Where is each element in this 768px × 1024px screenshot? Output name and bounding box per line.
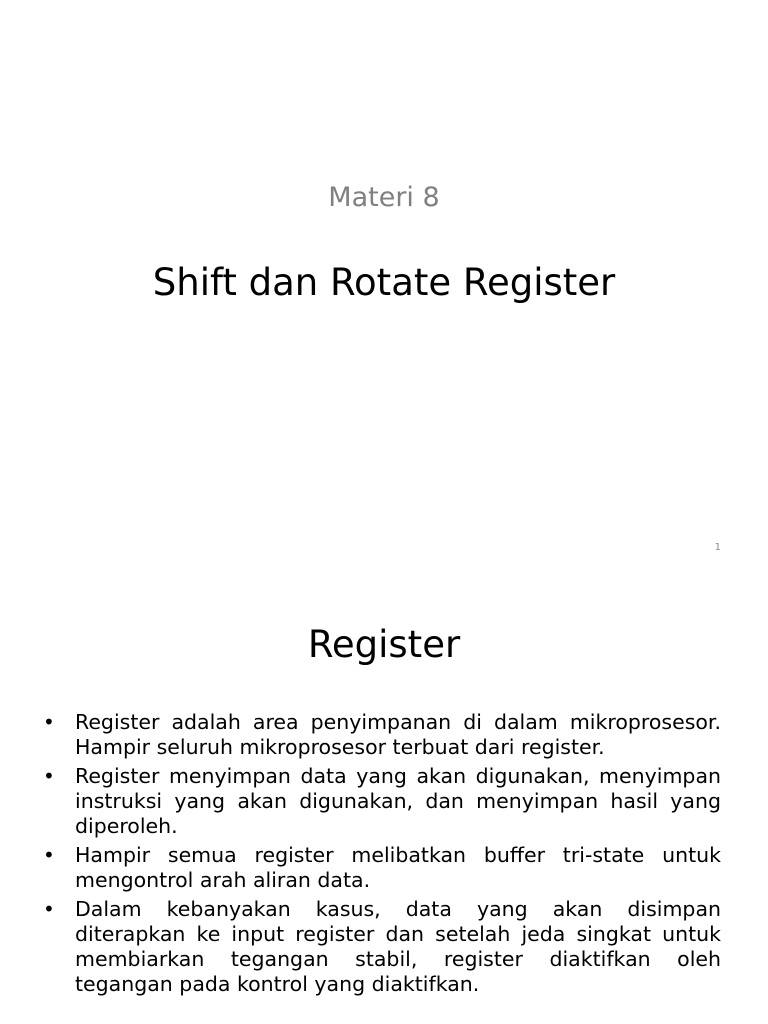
- slide-title: Register: [307, 623, 461, 666]
- bullet-icon: •: [43, 710, 55, 734]
- bullet-list: [43, 710, 721, 1001]
- slide-subtitle: Materi 8: [328, 182, 440, 213]
- bullet-text: Register adalah area penyimpanan di dalam mikroprosesor. Hampir seluruh mikroprosesor terbuat dari register.: [75, 710, 721, 759]
- bullet-icon: •: [43, 843, 55, 867]
- slide-title: Shift dan Rotate Register: [152, 261, 616, 304]
- bullet-icon: •: [43, 764, 55, 788]
- bullet-item: [43, 710, 721, 760]
- bullet-item: [43, 897, 721, 997]
- bullet-icon: •: [43, 897, 55, 921]
- slide-2: [0, 576, 768, 1024]
- bullet-text: Register menyimpan data yang akan digunakan, menyimpan instruksi yang akan digunakan, dan menyimpan hasil yang diperoleh.: [75, 764, 721, 838]
- page-number: 1: [714, 542, 721, 553]
- bullet-text: Hampir semua register melibatkan buffer tri-state untuk mengontrol arah aliran data.: [75, 843, 721, 892]
- bullet-text: Dalam kebanyakan kasus, data yang akan disimpan diterapkan ke input register dan setelah jeda singkat untuk membiarkan tegangan stabil, register diaktifkan oleh tegangan pada kontrol yang diaktifkan.: [75, 897, 721, 996]
- bullet-item: [43, 843, 721, 893]
- bullet-item: [43, 764, 721, 839]
